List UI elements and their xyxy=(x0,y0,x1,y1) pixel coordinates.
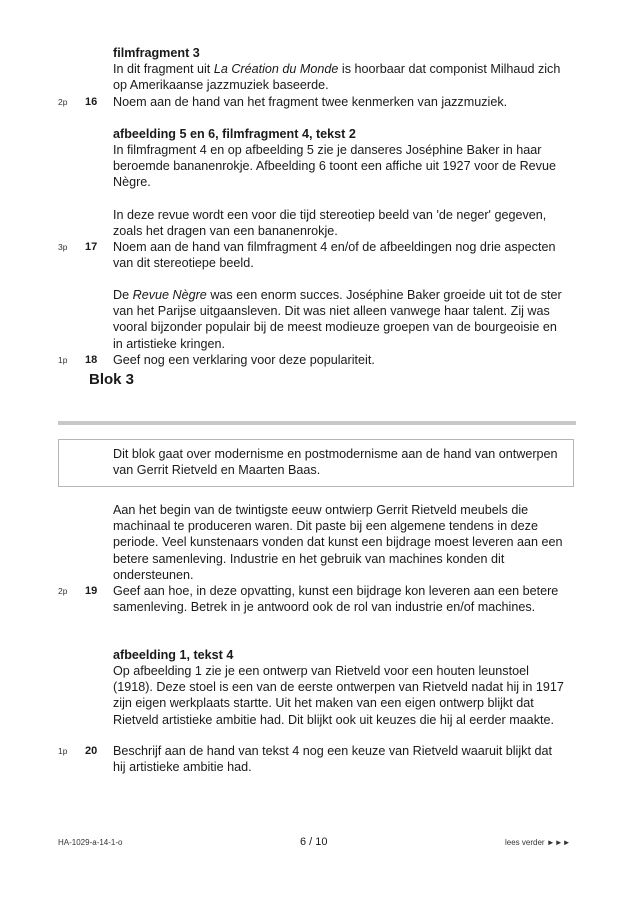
question-text: Beschrijf aan de hand van tekst 4 nog een keuze van Rietveld waaruit blijkt dat hij artistieke ambitie had. xyxy=(113,744,552,775)
question-text: Noem aan de hand van het fragment twee kenmerken van jazzmuziek. xyxy=(113,95,508,109)
question-points: 1p xyxy=(58,746,68,756)
question-number: 17 xyxy=(85,241,98,253)
question-number: 20 xyxy=(85,745,98,757)
footer-page-number: 6 / 10 xyxy=(300,836,328,848)
question-number: 18 xyxy=(85,354,98,366)
block-divider xyxy=(58,421,576,425)
question-number: 19 xyxy=(85,585,98,597)
question-text: Noem aan de hand van filmfragment 4 en/of de afbeeldingen nog drie aspecten van dit stereotiepe beeld. xyxy=(113,240,556,271)
question-points: 2p xyxy=(58,586,68,596)
footer-continue: lees verder ►►► xyxy=(505,838,571,847)
question-number: 16 xyxy=(85,96,98,108)
section-heading-filmfragment-3: filmfragment 3 xyxy=(113,46,200,60)
footer-exam-code: HA-1029-a-14-1-o xyxy=(58,838,123,847)
question-text: Geef aan hoe, in deze opvatting, kunst een bijdrage kon leveren aan een betere samenleving. Betrek in je antwoord ook de rol van industrie en/of machines. xyxy=(113,584,559,615)
section-paragraph-rietveld-machines: Aan het begin van de twintigste eeuw ontwierp Gerrit Rietveld meubels die machinaal te produceren waren. Dit paste bij een algemene tendens in deze periode. Veel kunstenaars vonden dat kunst een bijdrage moest leveren aan een betere samenleving. Industrie en het gebruik van machines konden dit ondersteunen. xyxy=(113,503,563,582)
block-title: Blok 3 xyxy=(89,371,135,388)
section-heading-afbeelding-5-6: afbeelding 5 en 6, filmfragment 4, tekst 2 xyxy=(113,127,356,141)
section-paragraph-leunstoel: Op afbeelding 1 zie je een ontwerp van Rietveld voor een houten leunstoel (1918). Deze stoel is een van de eerste ontwerpen van Rietveld nadat hij in 1917 zijn eigen werkplaats startte. Uit het maken van een eigen ontwerp blijkt dat Rietveld artistieke ambitie had. Dit blijkt ook uit keuzes die hij al eerder maakte. xyxy=(113,664,564,727)
section-heading-afbeelding-1: afbeelding 1, tekst 4 xyxy=(113,648,234,662)
question-points: 3p xyxy=(58,242,68,252)
section-paragraph-filmfragment-3: In dit fragment uit La Création du Monde is hoorbaar dat componist Milhaud zich op Amerikaanse jazzmuziek baseerde. xyxy=(113,62,561,93)
question-points: 2p xyxy=(58,97,68,107)
block-intro-text: Dit blok gaat over modernisme en postmodernisme aan de hand van ontwerpen van Gerrit Rietveld en Maarten Baas. xyxy=(113,447,558,478)
question-text: Geef nog een verklaring voor deze populariteit. xyxy=(113,353,375,367)
section-paragraph-revue: In deze revue wordt een voor die tijd stereotiep beeld van 'de neger' gegeven, zoals het dragen van een bananenrokje. xyxy=(113,208,547,239)
section-paragraph-revue-negre: De Revue Nègre was een enorm succes. Joséphine Baker groeide uit tot de ster van het Parijse uitgaansleven. Dit was niet alleen vanwege haar talent. Zij was vooral bijzonder populair bij de meest modieuze groepen van de bourgeoisie en in artistieke kringen. xyxy=(113,288,562,351)
question-points: 1p xyxy=(58,355,68,365)
section-paragraph-baker: In filmfragment 4 en op afbeelding 5 zie je danseres Joséphine Baker in haar beroemde bananenrokje. Afbeelding 6 toont een affiche uit 1927 voor de Revue Nègre. xyxy=(113,143,556,190)
